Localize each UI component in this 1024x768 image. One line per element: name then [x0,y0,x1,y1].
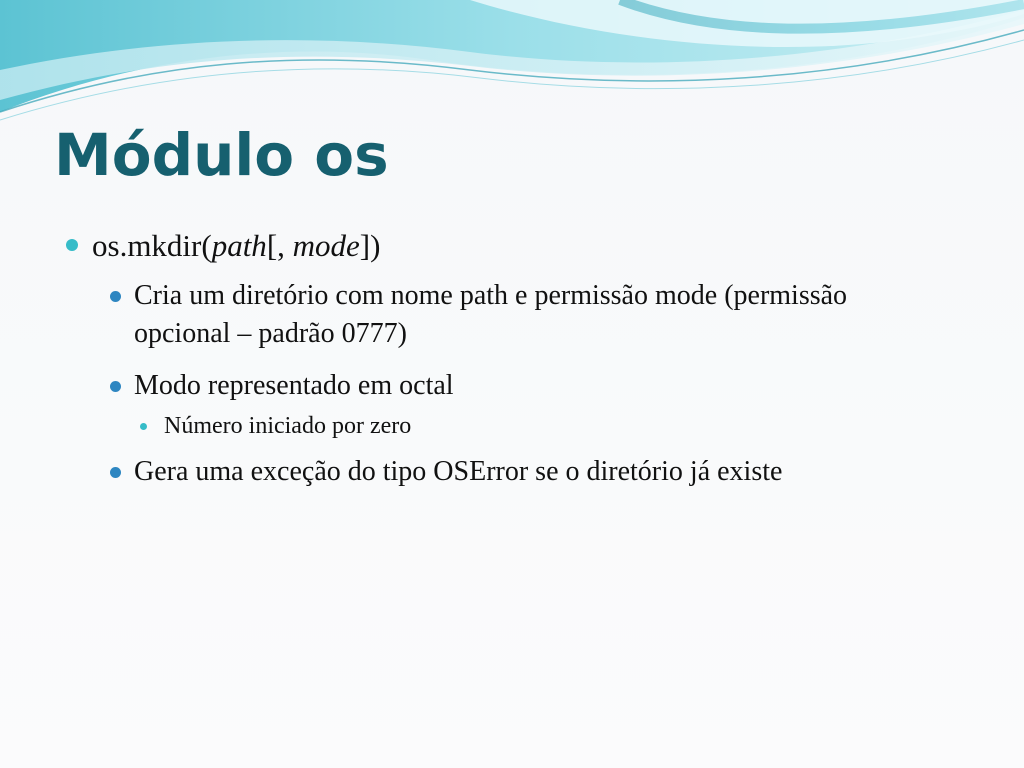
bullet-oserror [60,453,1000,491]
bullet-numero-zero [60,409,1000,443]
bullet-os-mkdir [60,225,1000,269]
bullet-text: Modo representado em octal [134,370,454,401]
bullet-text: Gera uma exceção do tipo OSError se o diretório já existe [134,456,783,487]
mkdir-arg-path: path [211,228,267,263]
mkdir-sep: [, [266,228,293,263]
bullet-dot-icon [66,239,78,251]
bullet-dot-icon [110,467,121,478]
bullet-modo-octal [60,367,1000,405]
bullet-dot-icon [110,291,121,302]
bullet-text: Cria um diretório com nome path e permissão mode (permissão opcional – padrão 0777) [134,280,848,349]
bullet-dot-icon [140,423,147,430]
mkdir-prefix: os.mkdir( [92,228,212,263]
mkdir-arg-mode: mode [292,228,360,263]
bullet-text: Número iniciado por zero [164,413,412,439]
slide-title: Módulo os [54,121,389,189]
mkdir-suffix: ]) [359,228,381,263]
bullet-dot-icon [110,381,121,392]
wave-header-decoration [0,0,1024,130]
bullet-cria-diretorio [60,277,934,353]
bullet-list [60,225,1000,491]
